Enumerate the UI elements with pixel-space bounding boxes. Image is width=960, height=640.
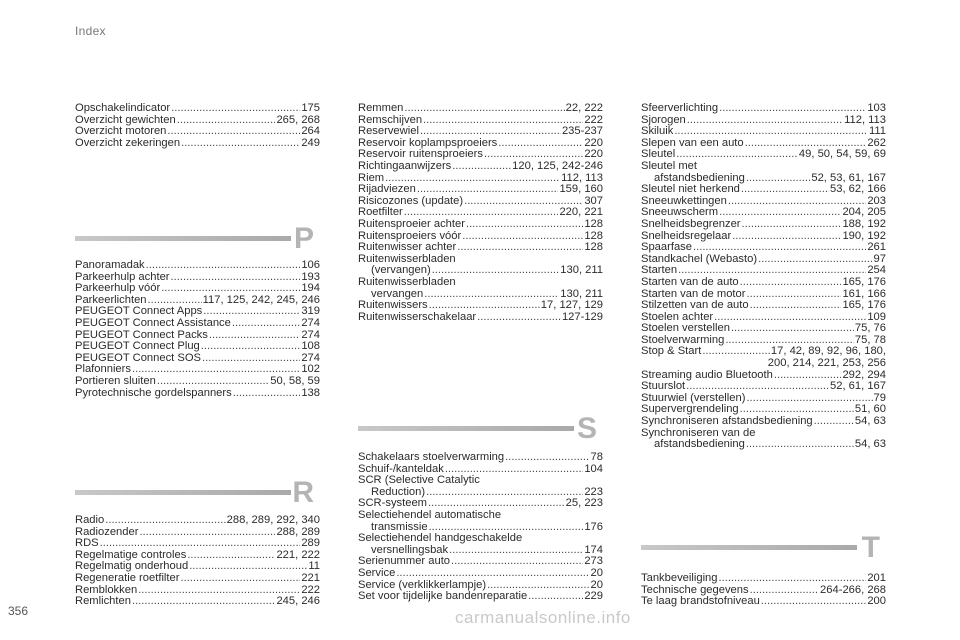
dot-leader <box>202 353 300 365</box>
dot-leader <box>505 452 589 464</box>
index-entry-pages: 20 <box>590 566 603 579</box>
index-entry-pages: 103 <box>867 102 886 114</box>
index-entry-term: Schakelaars stoelverwarming <box>358 451 505 463</box>
dot-leader <box>232 318 300 330</box>
index-entry-pages: 50, 58, 59 <box>270 374 320 387</box>
index-entry-pages: 273 <box>584 555 603 568</box>
index-entry <box>358 219 603 231</box>
index-entry-term: Roetfilter <box>358 206 403 219</box>
index-entry-pages: 165, 176 <box>842 275 886 288</box>
index-entry-term: Ruitenwisserschakelaar <box>358 310 477 323</box>
index-entry-pages: 222 <box>301 583 320 596</box>
index-entry-pages: 220 <box>584 136 603 149</box>
index-entry <box>75 596 320 608</box>
index-entry-term: Starten <box>641 264 678 277</box>
index-entry-term: Ruitenwisserbladen <box>358 252 456 265</box>
index-entry-term: Stoelen verstellen <box>641 322 730 335</box>
index-entry-pages: 130, 211 <box>560 287 603 300</box>
watermark: carmanualsonline.info <box>455 608 631 627</box>
dot-leader <box>139 527 275 539</box>
index-entry-term: transmissie <box>371 520 428 533</box>
index-entry-term: Te laag brandstofniveau <box>641 595 760 608</box>
index-entry-pages: 49, 50, 54, 59, 69 <box>798 148 886 161</box>
page-number: 356 <box>8 604 29 618</box>
index-entry-term: Parkeerhulp vóór <box>75 282 161 295</box>
index-entry <box>358 300 603 312</box>
index-entry-term: Stuurwiel (verstellen) <box>641 391 746 404</box>
index-entry-pages: 97 <box>873 252 886 265</box>
section-header-r <box>75 478 320 508</box>
index-entry <box>358 591 603 603</box>
index-entry-term: Supervergrendeling <box>641 403 739 416</box>
section-letter: R <box>292 476 314 509</box>
index-entry-term: Pyrotechnische gordelspanners <box>75 386 232 399</box>
index-entry <box>641 358 886 370</box>
page-header-title: Index <box>75 24 106 38</box>
dot-leader <box>814 416 854 428</box>
dot-leader <box>528 591 583 603</box>
index-entry-term: Sleutel met <box>641 159 697 172</box>
index-entry-term: Stop & Start <box>641 345 702 358</box>
index-entry-term: Synchroniseren van de <box>641 426 756 439</box>
index-entry-term: Parkeerhulp achter <box>75 270 170 283</box>
index-entry <box>75 318 320 330</box>
index-block-t <box>641 573 886 608</box>
index-entry <box>75 138 320 150</box>
index-entry-pages: 274 <box>301 351 320 364</box>
index-entry-term: SCR-systeem <box>358 497 427 510</box>
section-letter: T <box>861 531 880 564</box>
index-entry <box>358 533 603 545</box>
dot-leader <box>702 346 770 358</box>
index-entry <box>641 115 886 127</box>
section-letter: S <box>576 412 597 445</box>
index-entry <box>641 184 886 196</box>
dot-leader <box>693 242 866 254</box>
dot-leader <box>746 393 872 405</box>
index-entry-term: Opschakelindicator <box>75 102 171 114</box>
index-entry-term: PEUGEOT Connect Apps <box>75 305 203 318</box>
dot-leader <box>746 289 841 301</box>
index-entry-term: Remschijven <box>358 113 423 126</box>
dot-leader <box>233 388 301 400</box>
index-entry-pages: 128 <box>584 217 603 230</box>
dot-leader <box>746 439 854 451</box>
dot-leader <box>750 300 842 312</box>
dot-leader <box>732 231 841 243</box>
dot-leader <box>209 330 300 342</box>
index-entry <box>75 260 320 272</box>
index-entry-term: Snelheidsregelaar <box>641 229 732 242</box>
index-entry <box>641 573 886 585</box>
index-entry-term: Stuurslot <box>641 380 686 393</box>
dot-leader <box>180 573 300 585</box>
index-entry-pages: 235-237 <box>561 125 603 138</box>
index-entry-pages: 120, 125, 242-246 <box>512 159 603 172</box>
dot-leader <box>746 173 811 185</box>
dot-leader <box>462 231 583 243</box>
index-entry-pages: 249 <box>301 136 320 149</box>
dot-leader <box>426 487 583 499</box>
index-entry-pages: 112, 113 <box>561 171 603 184</box>
index-entry-pages: 200 <box>867 595 886 608</box>
section-divider-bar <box>641 545 857 550</box>
index-entry-pages: 193 <box>301 270 320 283</box>
index-entry-pages: 112, 113 <box>844 113 886 126</box>
index-entry-pages: 221, 222 <box>276 548 320 561</box>
dot-leader <box>417 184 559 196</box>
index-entry-pages: 51, 60 <box>854 403 886 416</box>
index-entry-term: Ruitensproeier achter <box>358 217 465 230</box>
index-entry-pages: 17, 127, 129 <box>540 299 603 312</box>
section-header-t <box>641 533 886 563</box>
index-entry-term: Panoramadak <box>75 259 145 271</box>
dot-leader <box>714 312 866 324</box>
index-entry-term: afstandsbediening <box>654 438 745 451</box>
index-entry-pages: 109 <box>867 310 886 323</box>
index-entry-term: Serienummer auto <box>358 555 451 568</box>
index-entry-term: Starten van de auto <box>641 275 739 288</box>
dot-leader <box>146 260 301 272</box>
index-entry-pages: 117, 125, 242, 245, 246 <box>202 293 320 306</box>
index-entry-pages: 229 <box>584 590 603 603</box>
index-entry-pages: 111 <box>868 125 886 138</box>
dot-leader <box>742 219 842 231</box>
section-divider-bar <box>358 426 574 431</box>
index-entry-pages: 127-129 <box>561 310 603 323</box>
index-entry-pages: 22, 222 <box>565 102 603 114</box>
index-entry-pages: 220, 221 <box>559 206 603 219</box>
index-entry-term: Radio <box>75 514 105 526</box>
index-entry-term: Selectiehendel handgeschakelde <box>358 532 523 545</box>
index-entry-pages: 75, 76 <box>854 322 886 335</box>
index-entry-term: Standkachel (Webasto) <box>641 252 758 265</box>
dot-leader <box>731 323 854 335</box>
index-entry <box>358 277 603 289</box>
index-entry-term: Richtingaanwijzers <box>358 159 452 172</box>
index-entry <box>358 242 603 254</box>
dot-leader <box>189 561 307 573</box>
index-entry-pages: 221 <box>301 571 320 584</box>
dot-leader <box>167 126 300 138</box>
index-entry-term: Sneeuwkettingen <box>641 194 727 207</box>
index-block-o <box>75 103 320 149</box>
dot-leader <box>187 550 275 562</box>
index-block-r-cont <box>358 103 603 323</box>
index-entry <box>358 184 603 196</box>
dot-leader <box>719 573 867 585</box>
dot-leader <box>201 341 301 353</box>
index-entry-term: Overzicht gewichten <box>75 113 176 126</box>
dot-leader <box>466 219 583 231</box>
index-entry-term: Streaming audio Bluetooth <box>641 368 773 381</box>
dot-leader <box>498 138 583 150</box>
index-entry-pages: 245, 246 <box>276 595 320 608</box>
index-entry-pages: 17, 42, 89, 92, 96, 180, <box>770 345 886 358</box>
index-entry-pages: 128 <box>584 241 603 254</box>
index-entry <box>641 219 886 231</box>
dot-leader <box>181 138 300 150</box>
index-entry-pages: 289 <box>301 537 320 550</box>
index-entry <box>641 416 886 428</box>
dot-leader <box>452 161 511 173</box>
index-entry-term: Parkeerlichten <box>75 293 147 306</box>
index-entry-term: Snelheidsbegrenzer <box>641 217 741 230</box>
index-entry-term: Stoelen achter <box>641 310 714 323</box>
index-entry-pages: 265, 268 <box>276 113 320 126</box>
index-entry <box>75 573 320 585</box>
index-entry-pages: 176 <box>584 520 603 533</box>
section-header-s <box>358 414 603 444</box>
index-entry-pages: 104 <box>584 462 603 475</box>
index-entry-term: Ruitensproeiers vóór <box>358 229 462 242</box>
index-entry-pages: 274 <box>301 316 320 329</box>
index-entry-term: Sfeerverlichting <box>641 102 719 114</box>
index-entry <box>358 312 603 324</box>
index-entry-pages: 175 <box>301 102 320 114</box>
index-entry-term: PEUGEOT Connect Assistance <box>75 316 231 329</box>
index-entry-term: Reservewiel <box>358 125 419 138</box>
index-entry-pages: 128 <box>584 229 603 242</box>
index-entry-pages: 52, 61, 167 <box>830 380 886 393</box>
index-entry <box>641 242 886 254</box>
index-entry-pages: 274 <box>301 328 320 341</box>
index-entry <box>641 254 886 266</box>
index-block-p <box>75 260 320 399</box>
index-entry-term: Plafonniers <box>75 363 131 376</box>
section-header-p <box>75 224 320 254</box>
index-entry <box>641 161 886 173</box>
dot-leader <box>687 115 843 127</box>
index-entry-term: Service (verklikkerlampje) <box>358 578 487 591</box>
index-entry-term: Radiozender <box>75 525 139 538</box>
dot-leader <box>132 596 275 608</box>
index-entry-term: PEUGEOT Connect SOS <box>75 351 202 364</box>
index-entry-pages: 200, 214, 221, 253, 256 <box>767 357 886 370</box>
index-entry <box>75 527 320 539</box>
index-entry-pages: 161, 166 <box>842 287 886 300</box>
dot-leader <box>171 103 300 115</box>
index-entry-pages: 201 <box>867 572 886 584</box>
index-entry-pages: 75, 78 <box>854 333 886 346</box>
index-entry-pages: 11 <box>308 560 320 573</box>
index-entry-term: Set voor tijdelijke bandenreparatie <box>358 590 528 603</box>
index-entry-term: Sleutel niet herkend <box>641 183 740 196</box>
dot-leader <box>105 515 225 527</box>
dot-leader <box>157 376 269 388</box>
index-entry-pages: 264 <box>301 125 320 138</box>
index-entry-pages: 307 <box>584 194 603 207</box>
index-entry-term: Ruitenwisserbladen <box>358 275 456 288</box>
index-entry-pages: 261 <box>867 241 886 254</box>
dot-leader <box>740 277 842 289</box>
index-entry-pages: 262 <box>867 136 886 149</box>
index-block-s <box>358 452 603 603</box>
dot-leader <box>741 184 829 196</box>
index-entry-term: Stoelverwarming <box>641 333 725 346</box>
index-entry-term: Regeneratie roetfilter <box>75 571 180 584</box>
index-entry-pages: 159, 160 <box>559 183 603 196</box>
index-entry <box>358 103 603 115</box>
dot-leader <box>177 115 276 127</box>
index-entry-term: PEUGEOT Connect Packs <box>75 328 208 341</box>
index-entry-pages: 130, 211 <box>560 264 603 277</box>
dot-leader <box>404 103 564 115</box>
index-entry-pages: 188, 192 <box>842 217 886 230</box>
index-entry-term: Sjorogen <box>641 113 686 126</box>
dot-leader <box>758 254 872 266</box>
index-entry-term: Riem <box>358 171 385 184</box>
index-entry <box>358 452 603 464</box>
index-entry-term: Rijadviezen <box>358 183 416 196</box>
index-block-r <box>75 515 320 608</box>
index-entry-pages: 190, 192 <box>842 229 886 242</box>
index-entry-term: afstandsbediening <box>654 171 745 184</box>
index-entry-pages: 222 <box>584 113 603 126</box>
index-entry-pages: 106 <box>301 259 320 271</box>
index-entry-term: Ruitenwissers <box>358 299 428 312</box>
index-entry-term: Synchroniseren afstandsbediening <box>641 415 813 428</box>
index-entry-pages: 203 <box>867 194 886 207</box>
index-entry-term: SCR (Selective Catalytic <box>358 474 480 487</box>
index-entry-pages: 220 <box>584 148 603 161</box>
index-entry <box>75 376 320 388</box>
index-entry-term: Starten van de motor <box>641 287 746 300</box>
index-entry-pages: 165, 176 <box>842 299 886 312</box>
dot-leader <box>761 596 867 608</box>
index-entry <box>75 341 320 353</box>
index-entry-pages: 194 <box>301 282 320 295</box>
dot-leader <box>477 312 561 324</box>
index-entry-pages: 319 <box>301 305 320 318</box>
index-entry-pages: 53, 62, 166 <box>830 183 886 196</box>
index-entry-pages: 223 <box>584 485 603 498</box>
index-entry-pages: 292, 294 <box>842 368 886 381</box>
index-entry <box>358 568 603 580</box>
dot-leader <box>171 272 301 284</box>
dot-leader <box>424 289 559 301</box>
index-entry <box>641 300 886 312</box>
index-entry-term: Overzicht motoren <box>75 125 167 138</box>
index-entry-term: Stilzetten van de auto <box>641 299 749 312</box>
index-entry-term: Regelmatig onderhoud <box>75 560 189 573</box>
index-entry-pages: 20 <box>590 578 603 591</box>
dot-leader <box>451 556 583 568</box>
dot-leader <box>396 568 589 580</box>
index-entry-term: RDS <box>75 537 99 550</box>
index-entry-pages: 174 <box>584 543 603 556</box>
index-entry-term: Remlichten <box>75 595 131 608</box>
index-entry-term: Technische gegevens <box>641 583 749 596</box>
dot-leader <box>750 585 819 597</box>
index-entry-term: (vervangen) <box>371 264 431 277</box>
index-entry-term: Remmen <box>358 102 404 114</box>
dot-leader <box>719 103 866 115</box>
index-entry-term: Sleutel <box>641 148 676 161</box>
index-block-s-cont <box>641 103 886 451</box>
index-entry-term: Sneeuwscherm <box>641 206 719 219</box>
index-entry-pages: 264-266, 268 <box>820 583 886 596</box>
dot-leader <box>457 242 583 254</box>
index-entry-term: Reservoir koplampsproeiers <box>358 136 498 149</box>
index-entry-pages: 254 <box>867 264 886 277</box>
index-entry-term: Remblokken <box>75 583 138 596</box>
section-divider-bar <box>75 236 291 241</box>
dot-leader <box>449 545 583 557</box>
index-entry-pages: 79 <box>873 391 886 404</box>
index-entry-pages: 25, 223 <box>565 497 603 510</box>
index-entry-term: Reservoir ruitensproeiers <box>358 148 483 161</box>
index-entry-term: Tankbeveiliging <box>641 572 718 584</box>
index-entry-term: Skiluik <box>641 125 674 138</box>
index-entry-pages: 288, 289 <box>276 525 320 538</box>
index-entry-term: vervangen <box>371 287 424 300</box>
index-entry-pages: 78 <box>590 451 603 463</box>
section-divider-bar <box>75 490 291 495</box>
index-entry-term: Regelmatige controles <box>75 548 187 561</box>
dot-leader <box>429 300 540 312</box>
index-entry <box>641 596 886 608</box>
index-entry-term: PEUGEOT Connect Plug <box>75 340 200 353</box>
index-entry-pages: 102 <box>301 363 320 376</box>
index-entry-pages: 54, 63 <box>854 415 886 428</box>
index-entry <box>75 103 320 115</box>
index-entry-term: Spaarfase <box>641 241 692 254</box>
index-entry-term: versnellingsbak <box>371 543 449 556</box>
index-entry-term: Risicozones (update) <box>358 194 464 207</box>
index-entry-term: Ruitenwisser achter <box>358 241 457 254</box>
index-entry-pages: 204, 205 <box>842 206 886 219</box>
index-entry-term: Portieren sluiten <box>75 374 156 387</box>
index-entry <box>641 277 886 289</box>
index-entry-term: Reduction) <box>371 485 426 498</box>
index-entry-pages: 288, 289, 292, 340 <box>226 514 320 526</box>
index-entry <box>641 103 886 115</box>
index-entry-term: Service <box>358 566 396 579</box>
index-entry-term: Slepen van een auto <box>641 136 744 149</box>
index-entry-pages: 54, 63 <box>854 438 886 451</box>
index-entry <box>75 388 320 400</box>
index-entry <box>75 515 320 527</box>
index-entry <box>358 161 603 173</box>
section-letter: P <box>293 222 314 255</box>
index-entry-pages: 52, 53, 61, 167 <box>811 171 886 184</box>
index-entry <box>641 439 886 451</box>
index-entry-term: Overzicht zekeringen <box>75 136 181 149</box>
index-entry-pages: 108 <box>301 340 320 353</box>
index-entry-term: Schuif-/kanteldak <box>358 462 444 475</box>
dot-leader <box>423 115 583 127</box>
index-entry <box>358 510 603 522</box>
index-entry-term: Selectiehendel automatische <box>358 508 502 521</box>
index-entry-pages: 138 <box>301 386 320 399</box>
